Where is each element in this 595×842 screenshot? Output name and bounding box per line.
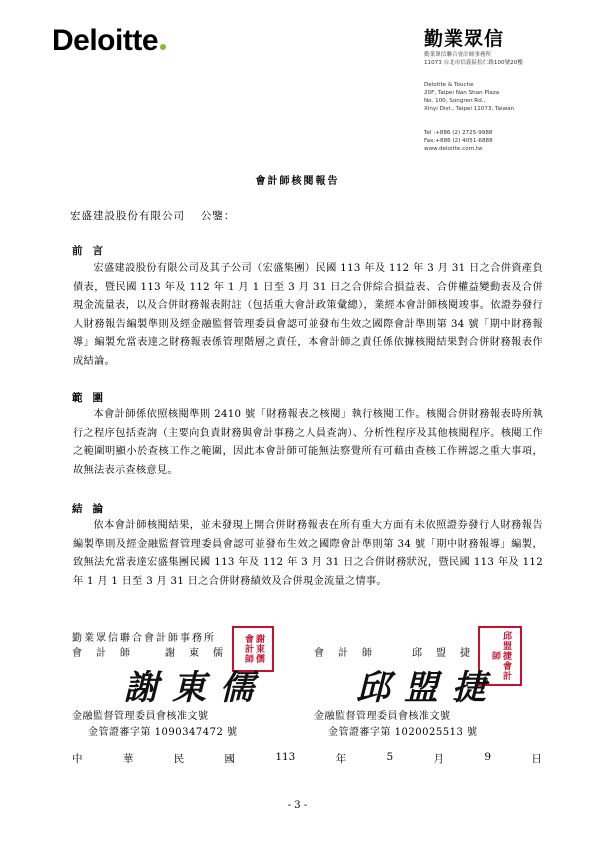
date-part: 113 — [275, 751, 296, 763]
date-part: 5 — [386, 751, 394, 763]
date-part: 月 — [433, 753, 445, 765]
address-cn-1: 勤業眾信聯合會計師事務所 — [424, 52, 492, 58]
left-accountant-role: 會計師 — [72, 648, 144, 659]
left-accountant-name: 謝東儒 — [165, 648, 237, 659]
contact-fax: Fax:+886 (2) 4051-6888 — [424, 138, 493, 144]
report-date — [72, 751, 542, 766]
left-handwritten-signature: 謝東儒 — [124, 668, 268, 708]
left-approval-body: 金融監督管理委員會核准文號 — [72, 711, 209, 722]
paragraph: 本會計師係依照核閱準則 2410 號「財務報表之核閱」執行核閱工作。核閱合併財務報表時所執行之程序包括查詢（主要向負責財務與會計事務之人員查詢）、分析性程序及其他核閱程序。核閱工作之範圍明顯小於查核工作之範圍，因此本會計師可能無法察覺所有可藉由查核工作辨認之重大事項，故無法表示查核意見。 — [73, 409, 543, 476]
contact-web: www.deloitte.com.tw — [424, 146, 483, 152]
right-approval-body: 金融監督管理委員會核准文號 — [314, 711, 451, 722]
section-introduction — [73, 260, 543, 371]
date-part: 年 — [335, 753, 347, 765]
section-heading-scope: 範圍 — [72, 392, 113, 404]
section-scope — [73, 406, 543, 480]
date-part: 中 — [72, 753, 83, 765]
address-cn-2: 11073 台北市信義區松仁路100號20樓 — [424, 60, 523, 66]
date-part: 9 — [484, 751, 492, 763]
left-seal-stamp: 謝東儒會計師 — [232, 626, 274, 672]
date-part: 民 — [173, 753, 185, 765]
section-heading-conclusion: 結論 — [72, 503, 113, 515]
deloitte-logo: Deloitte — [52, 26, 166, 56]
paragraph: 依本會計師核閱結果，並未發現上開合併財務報表在所有重大方面有未依照證券發行人財務報告編製準則及經金融監督管理委員會認可並發布生效之國際會計準則第 34 號「期中財務報導」編製，致無法允當表達宏盛集團民國 113 年及 112 年 3 月 31 日之合併財務狀況，暨民國 113 年及 112 年 1 月 1 日至 3 月 31 日之合併財務績效及合併現金流量之情事。 — [73, 520, 543, 587]
address-en-2: 20F, Taipei Nan Shan Plaza — [424, 90, 500, 96]
left-approval-number: 金管證審字第 1090347472 號 — [88, 727, 238, 738]
firm-name-cn: 勤業眾信 — [424, 28, 505, 50]
address-en-1: Deloitte & Touche — [424, 82, 474, 88]
section-heading-introduction: 前言 — [72, 245, 113, 257]
address-en-3: No. 100, Songren Rd., — [424, 98, 486, 104]
date-part: 國 — [224, 753, 235, 765]
address-en-4: Xinyi Dist., Taipei 11073, Taiwan — [424, 106, 515, 112]
right-accountant-name: 邱盟捷 — [412, 648, 484, 659]
right-seal-stamp: 邱盟捷會計師 — [478, 626, 522, 686]
right-accountant-role: 會計師 — [314, 648, 386, 659]
addressee: 宏盛建設股份有限公司 公鑒： — [70, 210, 236, 222]
page-number: - 3 - — [287, 800, 308, 811]
contact-tel: Tel :+886 (2) 2725-9988 — [424, 130, 493, 136]
firm-signature-line: 勤業眾信聯合會計師事務所 — [72, 633, 216, 644]
logo-dot-icon — [160, 44, 166, 50]
report-title: 會計師核閱報告 — [255, 176, 340, 187]
date-part: 華 — [122, 753, 134, 765]
date-part: 日 — [531, 753, 542, 765]
right-handwritten-signature: 邱盟捷 — [356, 668, 500, 708]
section-conclusion — [73, 517, 543, 591]
right-approval-number: 金管證審字第 1020025513 號 — [328, 727, 478, 738]
paragraph: 宏盛建設股份有限公司及其子公司（宏盛集團）民國 113 年及 112 年 3 月 31 日之合併資產負債表，暨民國 113 年及 112 年 1 月 1 日至 3 月 31 日之合併綜合損益表、合併權益變動表及合併現金流量表，以及合併財務報表附註（包括重大會計政策彙總），業經本會計師核閱竣事。依證券發行人財務報告編製準則及經金融監督管理委員會認可並發布生效之國際會計準則第 34 號「期中財務報導」編製允當表達之財務報表係管理階層之責任，本會計師之責任係依據核閱結果對合併財務報表作成結論。 — [73, 263, 543, 367]
